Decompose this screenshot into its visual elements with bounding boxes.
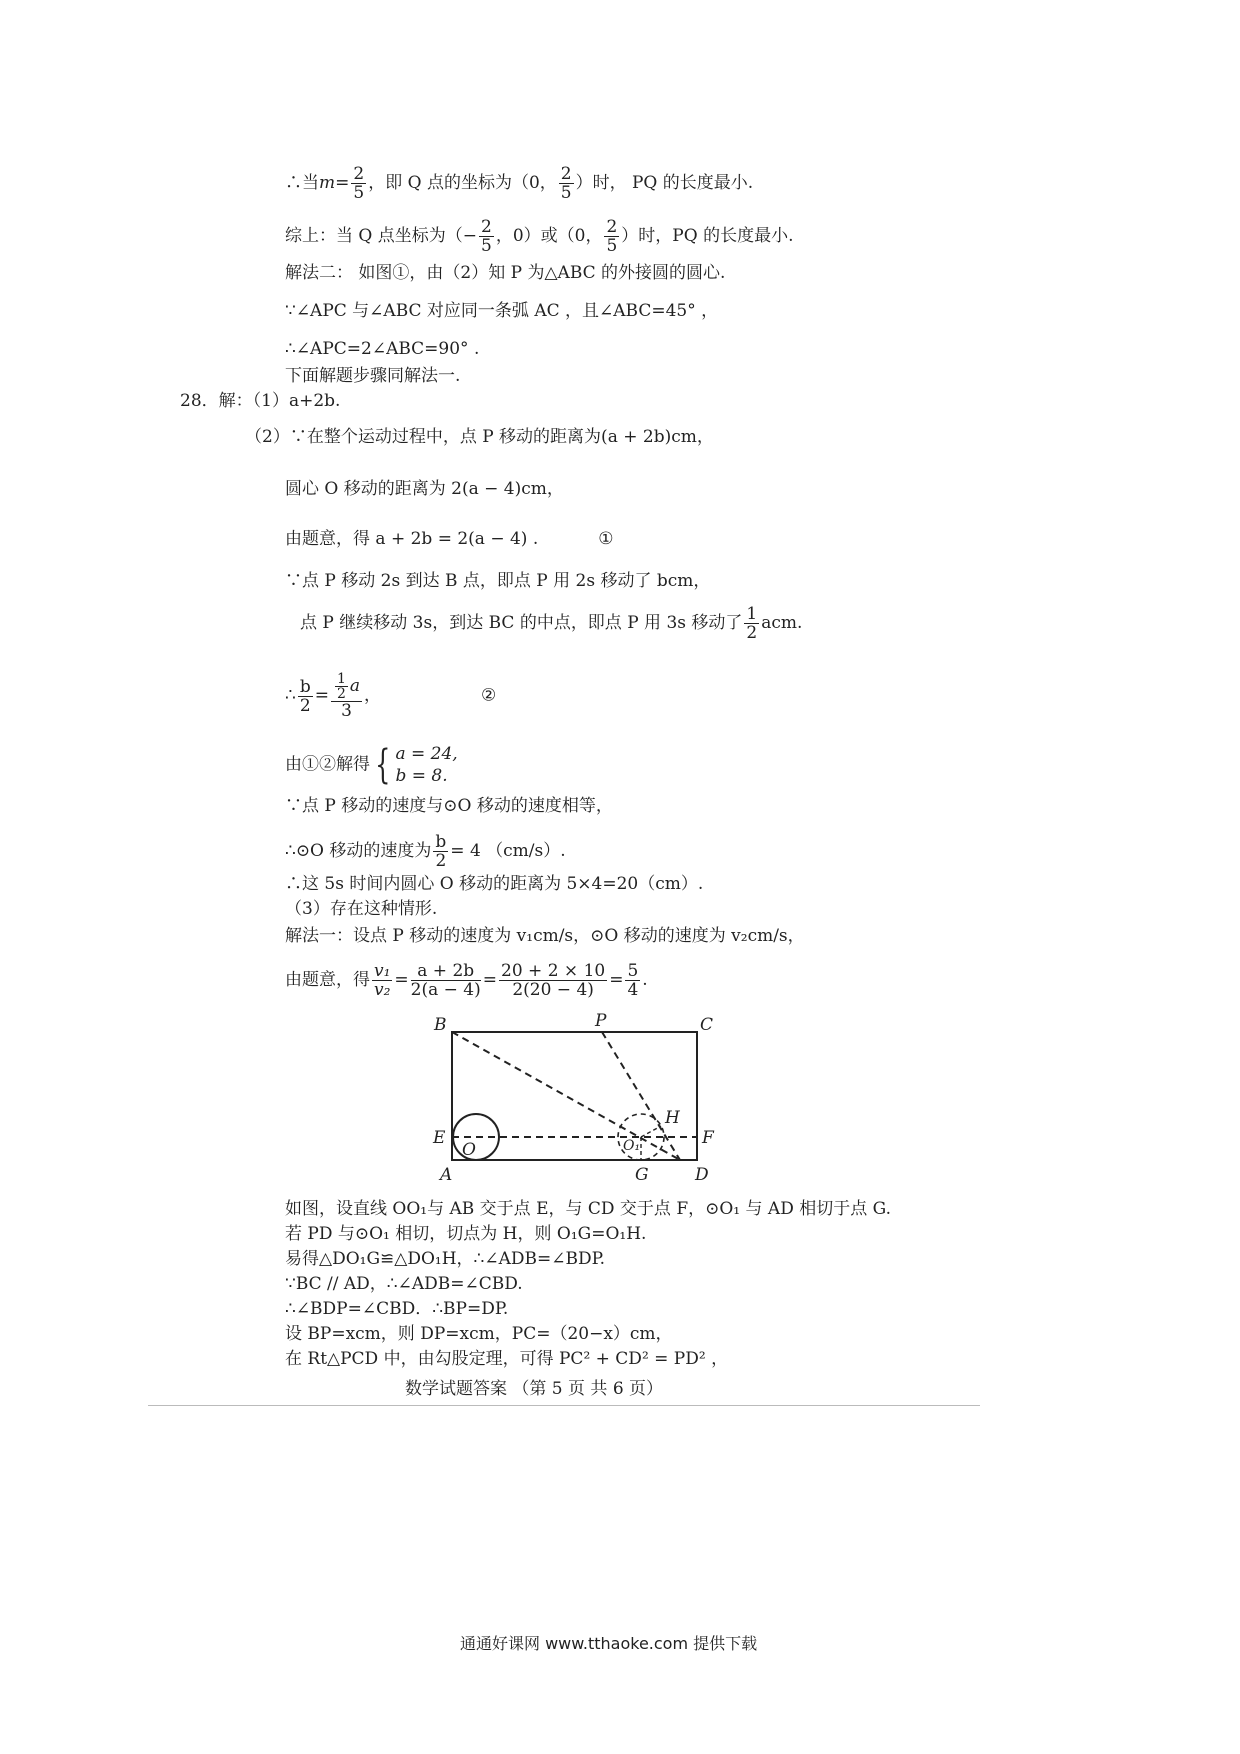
fraction: $\frac{a + 2b}{2(a - 4)}$ xyxy=(410,961,481,1000)
line-27: 在 Rt△PCD 中，由勾股定理，可得 PC² + CD² = PD² ， xyxy=(285,1349,729,1369)
label-o: O xyxy=(462,1140,476,1160)
line-10: 由题意，得 a + 2b = 2(a − 4) . ① xyxy=(285,529,614,549)
line-23: 易得△DO₁G≌△DO₁H，∴∠ADB=∠BDP. xyxy=(285,1249,606,1269)
fraction: $\frac{b}{2}$ xyxy=(435,832,447,871)
line-22: 若 PD 与⊙O₁ 相切，切点为 H，则 O₁G=O₁H. xyxy=(285,1224,647,1244)
line-9: 圆心 O 移动的距离为 2(a − 4)cm， xyxy=(285,479,564,499)
label-p: P xyxy=(595,1011,607,1031)
line-15: ∵点 P 移动的速度与⊙O 移动的速度相等， xyxy=(285,796,613,816)
rectangle-abcd xyxy=(452,1032,697,1160)
line-2: 综上：当 Q 点坐标为（− $\frac{2}{5}$ ，0）或（0， $\frac{2}{5}$ ）时，PQ 的长度最小. xyxy=(285,217,794,256)
label-e: E xyxy=(433,1128,446,1148)
label-f: F xyxy=(702,1128,714,1148)
fraction: $\frac{\text{v₁}}{\text{v₂}}$ xyxy=(374,961,391,1000)
line-17: ∴这 5s 时间内圆心 O 移动的距离为 5×4=20（cm）. xyxy=(285,874,704,894)
fraction: $\frac{2}{5}$ xyxy=(353,164,365,203)
download-credit: 通通好课网 www.tthaoke.com 提供下载 xyxy=(460,1634,758,1653)
fraction: $\frac{5}{4}$ xyxy=(627,961,639,1000)
fraction: $\frac{2}{5}$ xyxy=(606,217,618,256)
line-4: ∵∠APC 与∠ABC 对应同一条弧 AC ，且∠ABC=45° ， xyxy=(285,301,719,321)
line-7: 28．解：（1）a+2b. xyxy=(180,391,341,411)
line-5: ∴∠APC=2∠ABC=90° . xyxy=(285,339,480,359)
line-12: 点 P 继续移动 3s，到达 BC 的中点，即点 P 用 3s 移动了 $\frac{1}{2}$ acm. xyxy=(300,604,803,643)
fraction: $\frac{2}{5}$ xyxy=(481,217,492,256)
fraction: $\frac{b}{2}$ xyxy=(299,676,311,716)
label-d: D xyxy=(695,1165,709,1185)
page-footer: 数学试题答案 （第 5 页 共 6 页） xyxy=(405,1379,664,1399)
label-a: A xyxy=(440,1165,453,1185)
label-b: B xyxy=(434,1015,447,1035)
line-1: ∴当m= $\frac{2}{5}$ ，即 Q 点的坐标为（0， $\frac{2}{5}$ ）时， PQ 的长度最小. xyxy=(285,164,754,203)
line-6: 下面解题步骤同解法一. xyxy=(285,366,461,386)
line-18: （3）存在这种情形. xyxy=(285,899,438,919)
fraction: $\frac{20 + 2 \times 10}{2(20 - 4)}$ xyxy=(501,961,606,1000)
fraction: $\frac{1}{2}$ xyxy=(746,604,758,643)
geometry-figure xyxy=(430,1010,720,1185)
fraction: $\frac{2}{5}$ xyxy=(560,164,572,203)
footer-divider xyxy=(148,1405,980,1406)
line-13: ∴ $\frac{b}{2}$ = $\frac{1}{2}$ a 3 ， ② xyxy=(285,671,497,721)
radius-o1h xyxy=(641,1126,661,1137)
label-h: H xyxy=(665,1108,680,1128)
line-19: 解法一：设点 P 移动的速度为 v₁cm/s，⊙O 移动的速度为 v₂cm/s， xyxy=(285,926,805,946)
diagonal-bd xyxy=(452,1032,680,1160)
label-c: C xyxy=(700,1015,714,1035)
line-14: 由①②解得 { a = 24, b = 8. xyxy=(285,742,458,788)
line-21: 如图，设直线 OO₁与 AB 交于点 E，与 CD 交于点 F，⊙O₁ 与 AD 相切于点 G. xyxy=(285,1199,892,1219)
line-8: （2）∵在整个运动过程中，点 P 移动的距离为(a + 2b)cm， xyxy=(245,427,714,447)
line-3: 解法二： 如图①，由（2）知 P 为△ABC 的外接圆的圆心. xyxy=(285,263,726,283)
label-g: G xyxy=(635,1165,649,1185)
compound-fraction: $\frac{1}{2}$ a 3 xyxy=(331,672,362,720)
line-20: 由题意，得 $\frac{\text{v₁}}{\text{v₂}}$ = $\frac{a + 2b}{2(a - 4)}$ = $\frac{20 + 2 \times 10}{2(20 - 4)}$ = $\frac{5}{4}$ . xyxy=(285,961,648,1000)
line-26: 设 BP=xcm，则 DP=xcm，PC=（20−x）cm， xyxy=(285,1324,673,1344)
line-16: ∴⊙O 移动的速度为 $\frac{b}{2}$ = 4 （cm/s）. xyxy=(285,832,566,871)
line-25: ∴∠BDP=∠CBD．∴BP=DP. xyxy=(285,1299,509,1319)
label-o1: O₁ xyxy=(623,1138,641,1154)
line-24: ∵BC // AD，∴∠ADB=∠CBD. xyxy=(285,1274,523,1294)
line-11: ∵点 P 移动 2s 到达 B 点，即点 P 用 2s 移动了 bcm， xyxy=(285,571,711,591)
